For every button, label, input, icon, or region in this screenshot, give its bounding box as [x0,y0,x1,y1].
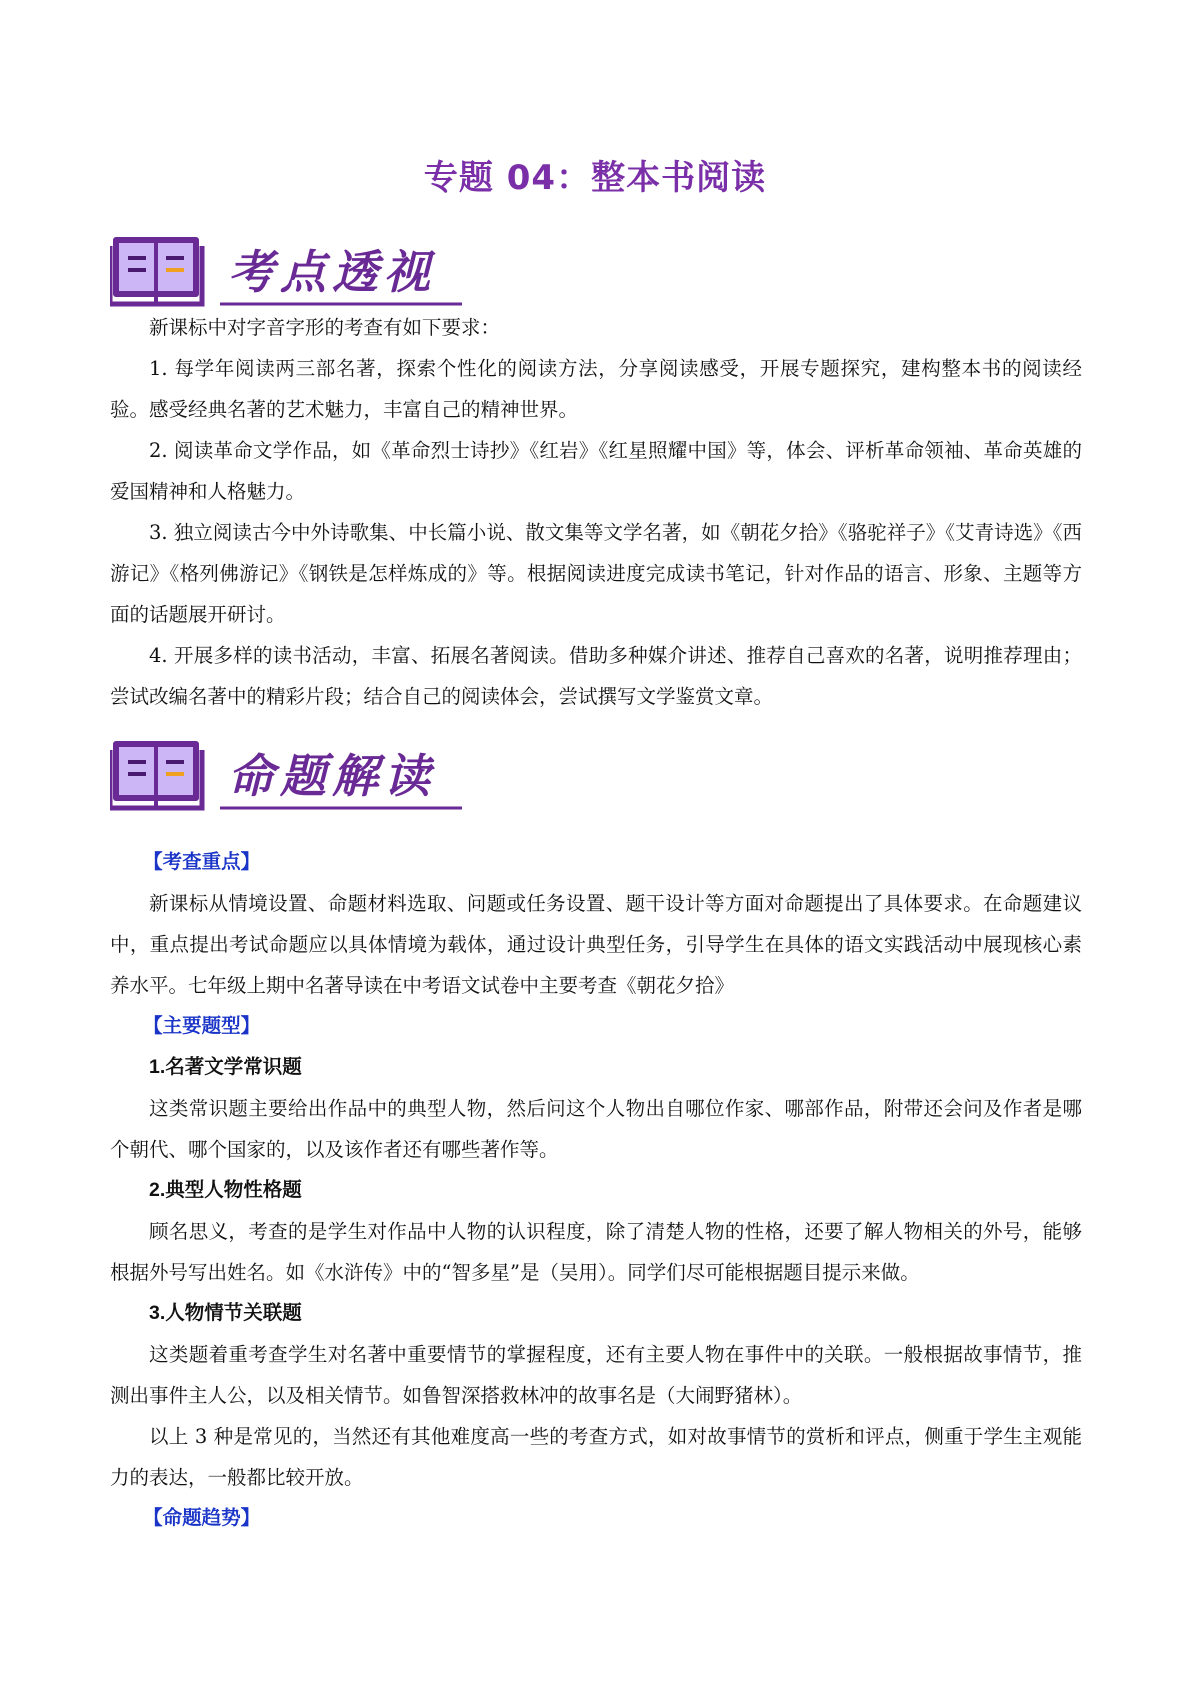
requirement-3: 3. 独立阅读古今中外诗歌集、中长篇小说、散文集等文学名著，如《朝花夕拾》《骆驼祥子》《艾青诗选》《西游记》《格列佛游记》《钢铁是怎样炼成的》等。根据阅读进度完成读书笔记，针对作品的语言、形象、主题等方面的话题展开研讨。 [110,521,1082,626]
requirement-1: 1. 每学年阅读两三部名著，探索个性化的阅读方法，分享阅读感受，开展专题探究，建构整本书的阅读经验。感受经典名著的艺术魅力，丰富自己的精神世界。 [110,357,1082,421]
requirement-4: 4. 开展多样的读书活动，丰富、拓展名著阅读。借助多种媒介讲述、推荐自己喜欢的名著，说明推荐理由；尝试改编名著中的精彩片段；结合自己的阅读体会，尝试撰写文学鉴赏文章。 [110,644,1082,708]
type2-text: 顾名思义，考查的是学生对作品中人物的认识程度，除了清楚人物的性格，还要了解人物相关的外号，能够根据外号写出姓名。如《水浒传》中的“智多星”是（吴用）。同学们尽可能根据题目提示来做。 [110,1220,1082,1284]
section-banner-mingti [110,736,470,816]
page-title: 专题 04：整本书阅读 [423,158,767,198]
type3-text: 这类题着重考查学生对名著中重要情节的掌握程度，还有主要人物在事件中的关联。一般根据故事情节，推测出事件主人公，以及相关情节。如鲁智深搭救林冲的故事名是（大闹野猪林）。 [110,1343,1082,1407]
section-banner-kaodian [110,232,470,312]
type3-title: 3.人物情节关联题 [149,1302,302,1324]
trend-label: 【命题趋势】 [143,1507,261,1529]
section-kaodian-body [110,307,1082,717]
type1-text: 这类常识题主要给出作品中的典型人物，然后问这个人物出自哪位作家、哪部作品，附带还会问及作者是哪个朝代、哪个国家的，以及该作者还有哪些著作等。 [110,1097,1082,1161]
focus-text: 新课标从情境设置、命题材料选取、问题或任务设置、题干设计等方面对命题提出了具体要求。在命题建议中，重点提出考试命题应以具体情境为载体，通过设计典型任务，引导学生在具体的语文实践活动中展现核心素养水平。七年级上期中名著导读在中考语文试卷中主要考查《朝花夕拾》 [110,892,1082,997]
intro-text: 新课标中对字音字形的考查有如下要求： [149,316,501,339]
type1-title: 1.名著文学常识题 [149,1056,302,1078]
type2-title: 2.典型人物性格题 [149,1179,302,1201]
types-label: 【主要题型】 [143,1015,261,1037]
section-mingti-body [110,842,1082,1539]
section-banner-title: 考点透视 [228,245,436,299]
section-banner-title: 命题解读 [228,749,436,803]
summary-text: 以上 3 种是常见的，当然还有其他难度高一些的考查方式，如对故事情节的赏析和评点，侧重于学生主观能力的表达，一般都比较开放。 [110,1425,1082,1489]
focus-label: 【考查重点】 [143,851,261,873]
requirement-2: 2. 阅读革命文学作品，如《革命烈士诗抄》《红岩》《红星照耀中国》等，体会、评析革命领袖、革命英雄的爱国精神和人格魅力。 [110,439,1082,503]
